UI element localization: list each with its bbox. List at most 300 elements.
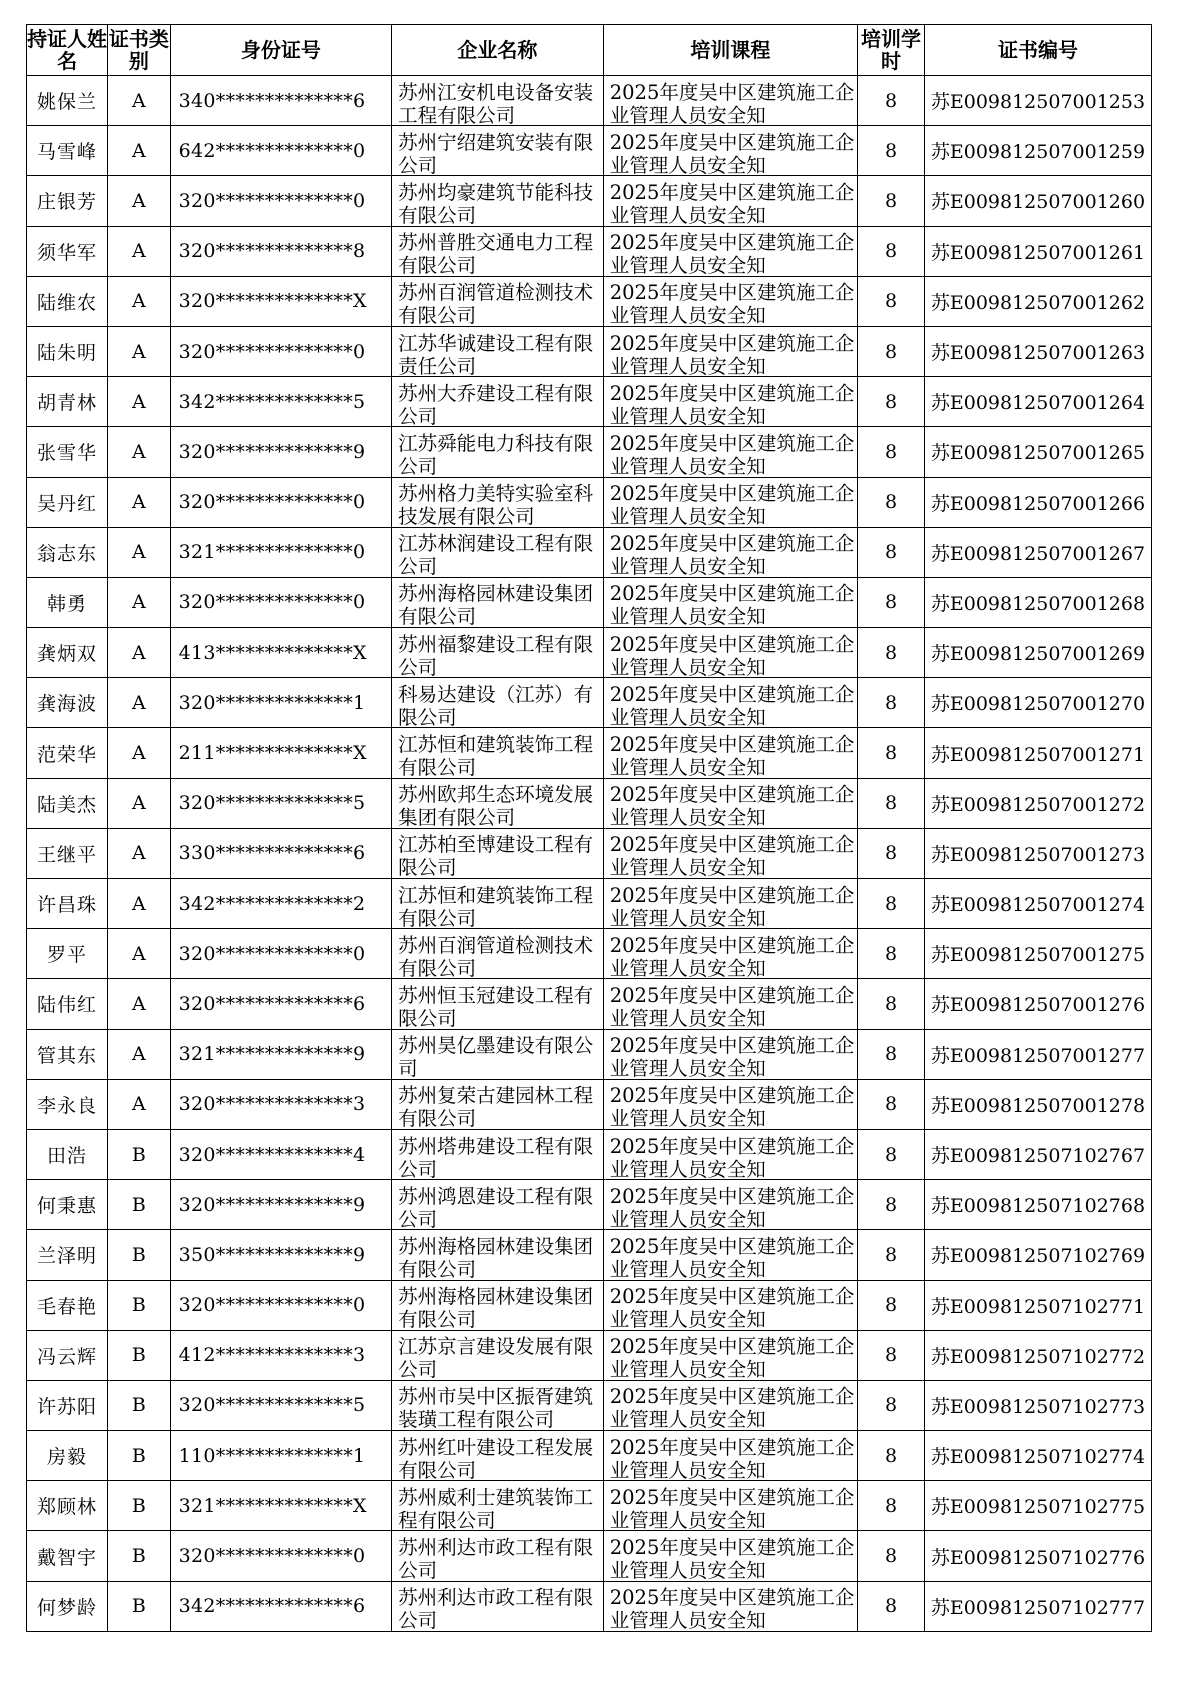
course-name: 2025年度吴中区建筑施工企业管理人员安全知 xyxy=(609,1485,855,1530)
id-number: 211**************X xyxy=(170,728,391,778)
holder-name: 陆朱明 xyxy=(27,326,108,376)
company-name: 苏州昊亿墨建设有限公司 xyxy=(398,1034,594,1079)
table-row xyxy=(27,126,1152,176)
company-name: 苏州欧邦生态环境发展集团有限公司 xyxy=(398,783,594,828)
cert-number: 苏E009812507102776 xyxy=(924,1531,1151,1581)
course-name: 2025年度吴中区建筑施工企业管理人员安全知 xyxy=(609,1285,855,1330)
course-name: 2025年度吴中区建筑施工企业管理人员安全知 xyxy=(609,883,855,928)
training-hours: 8 xyxy=(858,728,925,778)
company-name: 江苏恒和建筑装饰工程有限公司 xyxy=(398,733,594,778)
training-hours: 8 xyxy=(858,1581,925,1631)
cert-number: 苏E009812507102767 xyxy=(924,1129,1151,1179)
company-cell xyxy=(392,326,604,376)
course-name: 2025年度吴中区建筑施工企业管理人员安全知 xyxy=(609,130,855,175)
cert-type: A xyxy=(108,577,171,627)
company-cell xyxy=(392,377,604,427)
company-cell xyxy=(392,728,604,778)
company-name: 江苏舜能电力科技有限公司 xyxy=(398,431,594,476)
cert-number: 苏E009812507001272 xyxy=(924,778,1151,828)
company-cell xyxy=(392,1029,604,1079)
company-name: 江苏柏至博建设工程有限公司 xyxy=(398,833,594,878)
cert-type: A xyxy=(108,377,171,427)
id-number: 342**************6 xyxy=(170,1581,391,1631)
holder-name: 毛春艳 xyxy=(27,1280,108,1330)
company-cell xyxy=(392,1180,604,1230)
holder-name: 管其东 xyxy=(27,1029,108,1079)
course-cell xyxy=(603,276,857,326)
course-name: 2025年度吴中区建筑施工企业管理人员安全知 xyxy=(609,281,855,326)
training-hours: 8 xyxy=(858,979,925,1029)
table-row xyxy=(27,1330,1152,1380)
certificate-table xyxy=(26,24,1152,1632)
company-name: 江苏林润建设工程有限公司 xyxy=(398,532,594,577)
training-hours: 8 xyxy=(858,126,925,176)
course-name: 2025年度吴中区建筑施工企业管理人员安全知 xyxy=(609,1184,855,1229)
course-cell xyxy=(603,879,857,929)
course-name: 2025年度吴中区建筑施工企业管理人员安全知 xyxy=(609,482,855,527)
table-row xyxy=(27,1129,1152,1179)
course-cell xyxy=(603,979,857,1029)
cert-type: B xyxy=(108,1431,171,1481)
table-row xyxy=(27,1079,1152,1129)
id-number: 342**************2 xyxy=(170,879,391,929)
holder-name: 兰泽明 xyxy=(27,1230,108,1280)
table-row xyxy=(27,828,1152,878)
company-cell xyxy=(392,678,604,728)
cert-type: B xyxy=(108,1180,171,1230)
company-name: 苏州海格园林建设集团有限公司 xyxy=(398,1234,594,1279)
id-number: 320**************8 xyxy=(170,226,391,276)
course-cell xyxy=(603,226,857,276)
training-hours: 8 xyxy=(858,427,925,477)
id-number: 320**************9 xyxy=(170,1180,391,1230)
course-cell xyxy=(603,326,857,376)
company-name: 苏州复荣古建园林工程有限公司 xyxy=(398,1084,594,1129)
cert-number: 苏E009812507001265 xyxy=(924,427,1151,477)
training-hours: 8 xyxy=(858,1481,925,1531)
training-hours: 8 xyxy=(858,1330,925,1380)
holder-name: 许苏阳 xyxy=(27,1380,108,1430)
course-cell xyxy=(603,1129,857,1179)
company-cell xyxy=(392,929,604,979)
cert-type: A xyxy=(108,76,171,126)
course-cell xyxy=(603,377,857,427)
course-name: 2025年度吴中区建筑施工企业管理人员安全知 xyxy=(609,833,855,878)
training-hours: 8 xyxy=(858,477,925,527)
course-name: 2025年度吴中区建筑施工企业管理人员安全知 xyxy=(609,1234,855,1279)
id-number: 110**************1 xyxy=(170,1431,391,1481)
company-name: 苏州塔弗建设工程有限公司 xyxy=(398,1134,594,1179)
company-cell xyxy=(392,427,604,477)
company-cell xyxy=(392,176,604,226)
company-name: 苏州均豪建筑节能科技有限公司 xyxy=(398,180,594,225)
table-row xyxy=(27,477,1152,527)
course-name: 2025年度吴中区建筑施工企业管理人员安全知 xyxy=(609,180,855,225)
id-number: 321**************9 xyxy=(170,1029,391,1079)
table-row xyxy=(27,678,1152,728)
cert-type: A xyxy=(108,477,171,527)
table-row xyxy=(27,879,1152,929)
company-cell xyxy=(392,828,604,878)
id-number: 320**************0 xyxy=(170,477,391,527)
course-cell xyxy=(603,477,857,527)
cert-number: 苏E009812507001268 xyxy=(924,577,1151,627)
cert-type: A xyxy=(108,678,171,728)
header-course: 培训课程 xyxy=(603,25,857,76)
course-cell xyxy=(603,728,857,778)
cert-type: B xyxy=(108,1280,171,1330)
company-cell xyxy=(392,979,604,1029)
cert-number: 苏E009812507001260 xyxy=(924,176,1151,226)
id-number: 320**************1 xyxy=(170,678,391,728)
id-number: 642**************0 xyxy=(170,126,391,176)
company-name: 苏州恒玉冠建设工程有限公司 xyxy=(398,983,594,1028)
training-hours: 8 xyxy=(858,377,925,427)
company-name: 苏州福黎建设工程有限公司 xyxy=(398,632,594,677)
company-name: 苏州利达市政工程有限公司 xyxy=(398,1586,594,1631)
table-row xyxy=(27,929,1152,979)
course-cell xyxy=(603,577,857,627)
training-hours: 8 xyxy=(858,1180,925,1230)
table-row xyxy=(27,728,1152,778)
training-hours: 8 xyxy=(858,879,925,929)
company-cell xyxy=(392,1330,604,1380)
id-number: 320**************0 xyxy=(170,176,391,226)
training-hours: 8 xyxy=(858,176,925,226)
course-cell xyxy=(603,1180,857,1230)
course-cell xyxy=(603,527,857,577)
course-cell xyxy=(603,1581,857,1631)
cert-type: A xyxy=(108,628,171,678)
company-cell xyxy=(392,1380,604,1430)
table-row xyxy=(27,628,1152,678)
cert-number: 苏E009812507102772 xyxy=(924,1330,1151,1380)
holder-name: 翁志东 xyxy=(27,527,108,577)
id-number: 320**************3 xyxy=(170,1079,391,1129)
company-name: 苏州市吴中区振胥建筑装璜工程有限公司 xyxy=(398,1385,594,1430)
company-cell xyxy=(392,1431,604,1481)
cert-type: A xyxy=(108,778,171,828)
cert-number: 苏E009812507001274 xyxy=(924,879,1151,929)
cert-type: A xyxy=(108,728,171,778)
training-hours: 8 xyxy=(858,527,925,577)
cert-type: B xyxy=(108,1330,171,1380)
holder-name: 冯云辉 xyxy=(27,1330,108,1380)
company-name: 苏州红叶建设工程发展有限公司 xyxy=(398,1435,594,1480)
header-cert: 证书编号 xyxy=(924,25,1151,76)
id-number: 320**************4 xyxy=(170,1129,391,1179)
cert-number: 苏E009812507102773 xyxy=(924,1380,1151,1430)
table-row xyxy=(27,427,1152,477)
id-number: 413**************X xyxy=(170,628,391,678)
training-hours: 8 xyxy=(858,276,925,326)
cert-type: A xyxy=(108,226,171,276)
company-cell xyxy=(392,778,604,828)
table-row xyxy=(27,1280,1152,1330)
course-cell xyxy=(603,1079,857,1129)
id-number: 340**************6 xyxy=(170,76,391,126)
company-name: 苏州利达市政工程有限公司 xyxy=(398,1536,594,1581)
training-hours: 8 xyxy=(858,326,925,376)
training-hours: 8 xyxy=(858,226,925,276)
company-name: 科易达建设（江苏）有限公司 xyxy=(398,682,594,727)
id-number: 320**************X xyxy=(170,276,391,326)
cert-number: 苏E009812507001264 xyxy=(924,377,1151,427)
cert-type: A xyxy=(108,527,171,577)
course-name: 2025年度吴中区建筑施工企业管理人员安全知 xyxy=(609,1335,855,1380)
training-hours: 8 xyxy=(858,577,925,627)
training-hours: 8 xyxy=(858,929,925,979)
company-name: 江苏华诚建设工程有限责任公司 xyxy=(398,331,594,376)
table-row xyxy=(27,1531,1152,1581)
table-row xyxy=(27,1380,1152,1430)
course-name: 2025年度吴中区建筑施工企业管理人员安全知 xyxy=(609,80,855,125)
course-name: 2025年度吴中区建筑施工企业管理人员安全知 xyxy=(609,1435,855,1480)
course-cell xyxy=(603,628,857,678)
header-hours: 培训学时 xyxy=(858,25,925,76)
cert-number: 苏E009812507001278 xyxy=(924,1079,1151,1129)
holder-name: 姚保兰 xyxy=(27,76,108,126)
holder-name: 李永良 xyxy=(27,1079,108,1129)
holder-name: 张雪华 xyxy=(27,427,108,477)
id-number: 412**************3 xyxy=(170,1330,391,1380)
holder-name: 王继平 xyxy=(27,828,108,878)
cert-type: A xyxy=(108,879,171,929)
company-cell xyxy=(392,76,604,126)
training-hours: 8 xyxy=(858,1531,925,1581)
training-hours: 8 xyxy=(858,1079,925,1129)
course-cell xyxy=(603,1330,857,1380)
company-name: 苏州宁绍建筑安装有限公司 xyxy=(398,130,594,175)
training-hours: 8 xyxy=(858,1029,925,1079)
course-cell xyxy=(603,1531,857,1581)
company-cell xyxy=(392,1129,604,1179)
course-name: 2025年度吴中区建筑施工企业管理人员安全知 xyxy=(609,933,855,978)
company-name: 苏州普胜交通电力工程有限公司 xyxy=(398,231,594,276)
cert-type: A xyxy=(108,979,171,1029)
cert-number: 苏E009812507102774 xyxy=(924,1431,1151,1481)
company-name: 江苏恒和建筑装饰工程有限公司 xyxy=(398,883,594,928)
id-number: 320**************5 xyxy=(170,778,391,828)
cert-number: 苏E009812507001259 xyxy=(924,126,1151,176)
holder-name: 田浩 xyxy=(27,1129,108,1179)
training-hours: 8 xyxy=(858,628,925,678)
company-name: 苏州百润管道检测技术有限公司 xyxy=(398,281,594,326)
holder-name: 吴丹红 xyxy=(27,477,108,527)
training-hours: 8 xyxy=(858,1129,925,1179)
table-row xyxy=(27,326,1152,376)
header-row xyxy=(27,25,1152,76)
cert-type: A xyxy=(108,176,171,226)
cert-number: 苏E009812507102771 xyxy=(924,1280,1151,1330)
company-cell xyxy=(392,1280,604,1330)
cert-number: 苏E009812507001261 xyxy=(924,226,1151,276)
table-row xyxy=(27,1029,1152,1079)
header-type: 证书类别 xyxy=(108,25,171,76)
company-cell xyxy=(392,226,604,276)
cert-number: 苏E009812507001267 xyxy=(924,527,1151,577)
id-number: 320**************0 xyxy=(170,1531,391,1581)
table-row xyxy=(27,1431,1152,1481)
holder-name: 庄银芳 xyxy=(27,176,108,226)
holder-name: 胡青林 xyxy=(27,377,108,427)
company-name: 苏州海格园林建设集团有限公司 xyxy=(398,1285,594,1330)
id-number: 320**************5 xyxy=(170,1380,391,1430)
training-hours: 8 xyxy=(858,778,925,828)
company-cell xyxy=(392,1079,604,1129)
cert-number: 苏E009812507001266 xyxy=(924,477,1151,527)
holder-name: 须华军 xyxy=(27,226,108,276)
course-cell xyxy=(603,828,857,878)
course-cell xyxy=(603,1230,857,1280)
header-id: 身份证号 xyxy=(170,25,391,76)
course-name: 2025年度吴中区建筑施工企业管理人员安全知 xyxy=(609,1034,855,1079)
holder-name: 范荣华 xyxy=(27,728,108,778)
training-hours: 8 xyxy=(858,1380,925,1430)
holder-name: 龚炳双 xyxy=(27,628,108,678)
id-number: 320**************0 xyxy=(170,1280,391,1330)
course-cell xyxy=(603,1481,857,1531)
company-name: 苏州百润管道检测技术有限公司 xyxy=(398,933,594,978)
cert-number: 苏E009812507001269 xyxy=(924,628,1151,678)
course-cell xyxy=(603,1280,857,1330)
training-hours: 8 xyxy=(858,1280,925,1330)
course-name: 2025年度吴中区建筑施工企业管理人员安全知 xyxy=(609,532,855,577)
holder-name: 何梦龄 xyxy=(27,1581,108,1631)
cert-number: 苏E009812507001271 xyxy=(924,728,1151,778)
cert-type: B xyxy=(108,1531,171,1581)
course-name: 2025年度吴中区建筑施工企业管理人员安全知 xyxy=(609,682,855,727)
cert-number: 苏E009812507001262 xyxy=(924,276,1151,326)
holder-name: 韩勇 xyxy=(27,577,108,627)
course-cell xyxy=(603,176,857,226)
table-row xyxy=(27,979,1152,1029)
course-cell xyxy=(603,929,857,979)
cert-type: A xyxy=(108,427,171,477)
cert-type: A xyxy=(108,1029,171,1079)
course-cell xyxy=(603,76,857,126)
company-name: 苏州江安机电设备安装工程有限公司 xyxy=(398,80,594,125)
holder-name: 郑顾林 xyxy=(27,1481,108,1531)
id-number: 320**************0 xyxy=(170,929,391,979)
course-name: 2025年度吴中区建筑施工企业管理人员安全知 xyxy=(609,733,855,778)
company-cell xyxy=(392,527,604,577)
cert-number: 苏E009812507102777 xyxy=(924,1581,1151,1631)
company-cell xyxy=(392,126,604,176)
company-cell xyxy=(392,628,604,678)
table-row xyxy=(27,1481,1152,1531)
holder-name: 陆伟红 xyxy=(27,979,108,1029)
cert-type: B xyxy=(108,1481,171,1531)
header-name: 持证人姓名 xyxy=(27,25,108,76)
company-cell xyxy=(392,1581,604,1631)
training-hours: 8 xyxy=(858,1431,925,1481)
cert-number: 苏E009812507102775 xyxy=(924,1481,1151,1531)
course-name: 2025年度吴中区建筑施工企业管理人员安全知 xyxy=(609,381,855,426)
id-number: 342**************5 xyxy=(170,377,391,427)
cert-type: A xyxy=(108,828,171,878)
table-row xyxy=(27,527,1152,577)
course-name: 2025年度吴中区建筑施工企业管理人员安全知 xyxy=(609,983,855,1028)
course-name: 2025年度吴中区建筑施工企业管理人员安全知 xyxy=(609,582,855,627)
table-row xyxy=(27,76,1152,126)
company-cell xyxy=(392,276,604,326)
holder-name: 马雪峰 xyxy=(27,126,108,176)
cert-type: A xyxy=(108,326,171,376)
cert-type: A xyxy=(108,276,171,326)
course-name: 2025年度吴中区建筑施工企业管理人员安全知 xyxy=(609,1385,855,1430)
cert-number: 苏E009812507001277 xyxy=(924,1029,1151,1079)
course-name: 2025年度吴中区建筑施工企业管理人员安全知 xyxy=(609,1536,855,1581)
cert-type: B xyxy=(108,1129,171,1179)
course-name: 2025年度吴中区建筑施工企业管理人员安全知 xyxy=(609,1084,855,1129)
table-row xyxy=(27,1581,1152,1631)
cert-number: 苏E009812507001273 xyxy=(924,828,1151,878)
company-name: 苏州大乔建设工程有限公司 xyxy=(398,381,594,426)
company-name: 江苏京言建设发展有限公司 xyxy=(398,1335,594,1380)
holder-name: 龚海波 xyxy=(27,678,108,728)
table-row xyxy=(27,226,1152,276)
company-name: 苏州格力美特实验室科技发展有限公司 xyxy=(398,482,594,527)
course-cell xyxy=(603,1431,857,1481)
holder-name: 陆美杰 xyxy=(27,778,108,828)
holder-name: 房毅 xyxy=(27,1431,108,1481)
training-hours: 8 xyxy=(858,828,925,878)
company-name: 苏州海格园林建设集团有限公司 xyxy=(398,582,594,627)
cert-type: B xyxy=(108,1230,171,1280)
table-row xyxy=(27,176,1152,226)
holder-name: 何秉惠 xyxy=(27,1180,108,1230)
table-row xyxy=(27,1180,1152,1230)
course-cell xyxy=(603,427,857,477)
course-name: 2025年度吴中区建筑施工企业管理人员安全知 xyxy=(609,1134,855,1179)
cert-number: 苏E009812507001253 xyxy=(924,76,1151,126)
table-row xyxy=(27,778,1152,828)
company-cell xyxy=(392,1531,604,1581)
company-cell xyxy=(392,1481,604,1531)
training-hours: 8 xyxy=(858,678,925,728)
holder-name: 罗平 xyxy=(27,929,108,979)
course-name: 2025年度吴中区建筑施工企业管理人员安全知 xyxy=(609,1586,855,1631)
company-cell xyxy=(392,879,604,929)
course-cell xyxy=(603,1029,857,1079)
cert-type: B xyxy=(108,1380,171,1430)
id-number: 320**************0 xyxy=(170,577,391,627)
id-number: 321**************X xyxy=(170,1481,391,1531)
course-cell xyxy=(603,778,857,828)
holder-name: 陆维农 xyxy=(27,276,108,326)
company-cell xyxy=(392,1230,604,1280)
table-row xyxy=(27,276,1152,326)
cert-number: 苏E009812507102768 xyxy=(924,1180,1151,1230)
id-number: 320**************6 xyxy=(170,979,391,1029)
cert-number: 苏E009812507001270 xyxy=(924,678,1151,728)
cert-number: 苏E009812507001276 xyxy=(924,979,1151,1029)
cert-type: A xyxy=(108,929,171,979)
training-hours: 8 xyxy=(858,1230,925,1280)
course-cell xyxy=(603,126,857,176)
course-name: 2025年度吴中区建筑施工企业管理人员安全知 xyxy=(609,331,855,376)
training-hours: 8 xyxy=(858,76,925,126)
company-cell xyxy=(392,577,604,627)
id-number: 320**************9 xyxy=(170,427,391,477)
course-cell xyxy=(603,1380,857,1430)
holder-name: 戴智宇 xyxy=(27,1531,108,1581)
id-number: 350**************9 xyxy=(170,1230,391,1280)
course-cell xyxy=(603,678,857,728)
course-name: 2025年度吴中区建筑施工企业管理人员安全知 xyxy=(609,431,855,476)
cert-type: A xyxy=(108,1079,171,1129)
